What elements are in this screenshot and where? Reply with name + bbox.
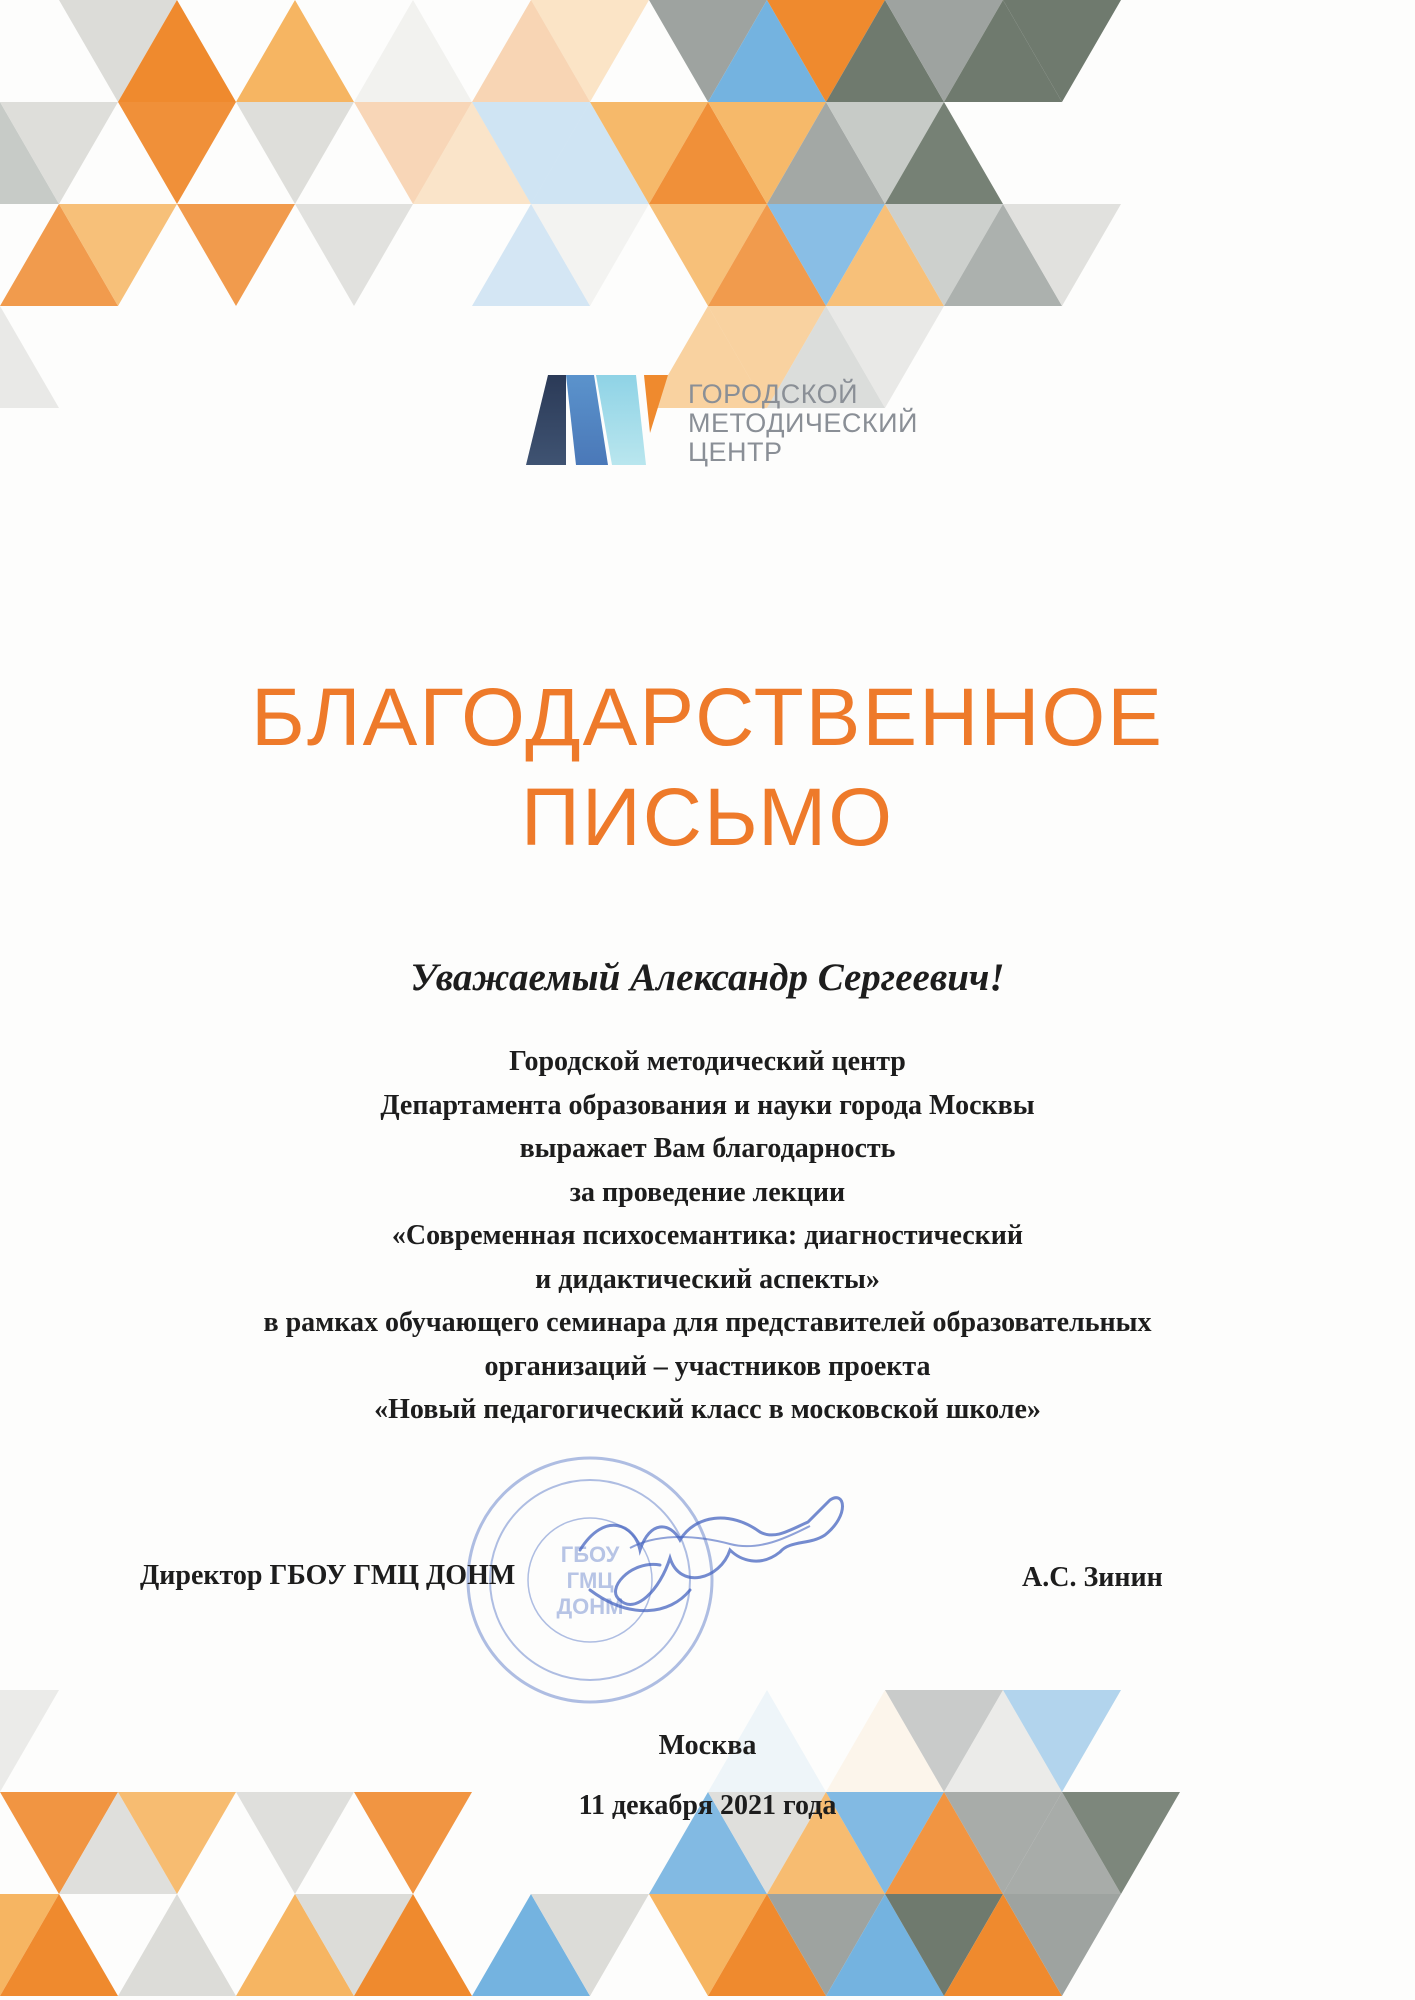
pattern-triangle	[177, 204, 295, 306]
body-line: Городской методический центр	[509, 1046, 906, 1077]
pattern-triangle	[0, 306, 59, 408]
body-line: Департамента образования и науки города Москвы	[380, 1089, 1035, 1121]
pattern-triangle	[295, 204, 413, 306]
body-line: за проведение лекции	[569, 1176, 846, 1208]
logo-line-1: ГОРОДСКОЙ	[688, 379, 859, 409]
city: Москва	[658, 1730, 757, 1761]
svg-text:ГМЦ: ГМЦ	[566, 1568, 614, 1593]
document-title-line-1: БЛАГОДАРСТВЕННОЕ	[251, 672, 1164, 763]
svg-text:ГБОУ: ГБОУ	[560, 1542, 620, 1567]
pattern-triangle	[354, 0, 472, 102]
pattern-triangle	[236, 102, 354, 204]
logo-text	[688, 380, 918, 467]
body-line: «Новый педагогический класс в московской школе»	[374, 1394, 1041, 1425]
body-line: организаций – участников проекта	[484, 1350, 931, 1382]
document-title-line-2: ПИСЬМО	[520, 772, 895, 863]
pattern-triangle	[236, 0, 354, 102]
logo-line-3: ЦЕНТР	[688, 437, 783, 467]
signatory-name: А.С. Зинин	[1022, 1562, 1163, 1593]
svg-text:ДОНМ: ДОНМ	[556, 1594, 624, 1619]
pattern-triangle	[118, 102, 236, 204]
body-line: «Современная психосемантика: диагностический	[391, 1220, 1024, 1251]
date: 11 декабря 2021 года	[578, 1790, 837, 1821]
greeting: Уважаемый Александр Сергеевич!	[410, 956, 1005, 999]
letter-body	[0, 1040, 1415, 1432]
body-line: выражает Вам благодарность	[519, 1133, 896, 1164]
body-line: в рамках обучающего семинара для представителей образовательных	[263, 1307, 1152, 1338]
signatory-position: Директор ГБОУ ГМЦ ДОНМ	[140, 1560, 516, 1591]
body-line: и дидактический аспекты»	[535, 1263, 880, 1295]
logo-line-2: МЕТОДИЧЕСКИЙ	[688, 408, 918, 438]
pattern-triangle	[118, 1894, 236, 1996]
